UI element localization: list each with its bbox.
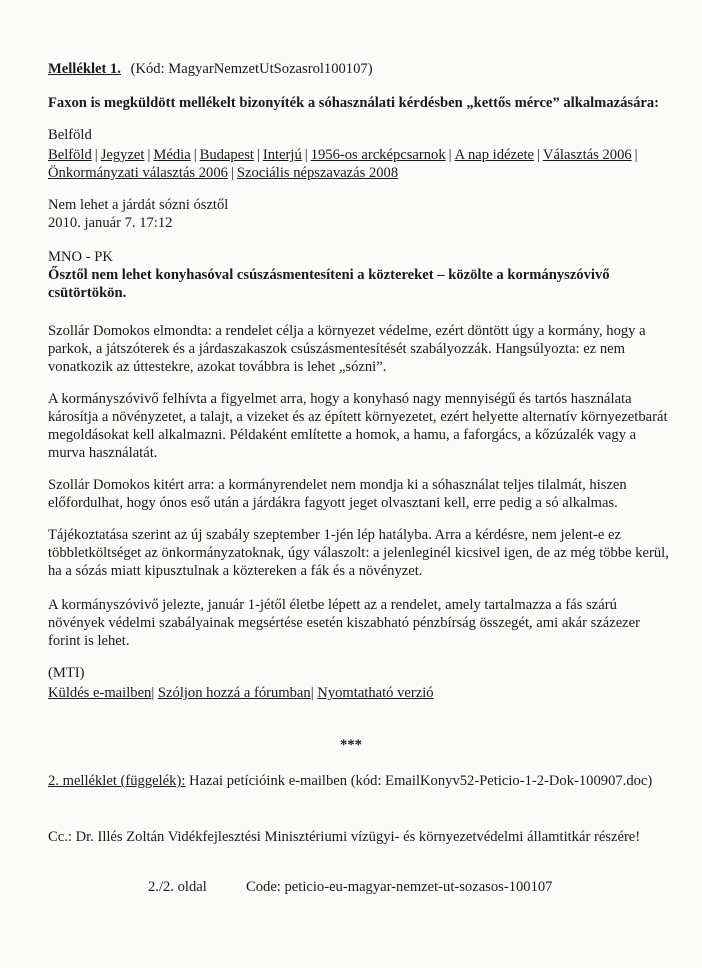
nav-link-arckepcsarnok[interactable]: 1956-os arcképcsarnok <box>310 147 446 163</box>
annex-code: (Kód: MagyarNemzetUtSozasrol100107) <box>130 61 373 77</box>
annex-title: Melléklet 1. <box>48 61 121 77</box>
cc-line: Cc.: Dr. Illés Zoltán Vidékfejlesztési Minisztériumi vízügyi- és környezetvédelmi államtitkár részére! <box>48 829 641 845</box>
nav-link-onkormanyzati-valasztas[interactable]: Önkormányzati választás 2006 <box>48 165 228 181</box>
annex-subtitle: Faxon is megküldött mellékelt bizonyíték a sóhasználati kérdésben „kettős mérce” alkalmazására: <box>48 95 660 111</box>
article-headline: Nem lehet a járdát sózni ósztől <box>48 197 229 213</box>
nav-link-budapest[interactable]: Budapest <box>199 147 254 163</box>
nav-link-szocialis-nepszavazas[interactable]: Szociális népszavazás 2008 <box>236 165 399 181</box>
category-nav: Belföld | Jegyzet | Média | Budapest | Interjú | 1956-os arcképcsarnok | A nap idézete | Választás 2006 | Önkormányzati választás 2006 | Szociális népszavazás 2008 <box>48 147 638 181</box>
annex-header <box>48 60 672 78</box>
print-version-link[interactable]: Nyomtatható verzió <box>317 685 434 701</box>
article-lead: Ősztől nem lehet konyhasóval csúszásmentesíteni a köztereket – közölte a kormányszóvivő csütörtökön. <box>48 267 610 301</box>
article-paragraph: A kormányszóvivő jelezte, január 1-jétől életbe lépett az a rendelet, amely tartalmazza a fás szárú növények védelmi szabályainak megsértése esetén kiszabható pénzbírság összegét, ami akár százezer forint is lehet. <box>48 597 640 649</box>
nav-link-interju[interactable]: Interjú <box>262 147 302 163</box>
nav-link-belfold[interactable]: Belföld <box>48 147 92 163</box>
page-number: 2./2. oldal <box>148 879 207 895</box>
appendix-line <box>48 772 672 790</box>
article-credit: (MTI) <box>48 665 85 681</box>
separator-stars: *** <box>340 737 362 753</box>
article-actions: Küldés e-mailben| Szóljon hozzá a fórumban| Nyomtatható verzió <box>48 685 434 701</box>
section-label: Belföld <box>48 127 92 143</box>
nav-link-valasztas-2006[interactable]: Választás 2006 <box>542 147 632 163</box>
appendix-label: 2. melléklet (függelék): <box>48 773 186 789</box>
article-source: MNO - PK <box>48 249 113 265</box>
nav-link-nap-idezete[interactable]: A nap idézete <box>454 147 534 163</box>
send-email-link[interactable]: Küldés e-mailben <box>48 685 152 701</box>
article-paragraph: Tájékoztatása szerint az új szabály szeptember 1-jén lép hatályba. Arra a kérdésre, nem jelent-e ez többletköltséget az önkormányzatoknak, úgy válaszolt: a jelenleginél kicsivel igen, de az még többe kerül, ha a sózás miatt kipusztulnak a köztereken a fák és a növényzet. <box>48 527 669 579</box>
document-code: Code: peticio-eu-magyar-nemzet-ut-sozasos-100107 <box>246 879 553 895</box>
article-paragraph: A kormányszóvivő felhívta a figyelmet arra, hogy a konyhasó nagy mennyiségű és tartós használata károsítja a növényzetet, a talajt, a vizeket és az épített környezetet, ezért helyette alternatív környezetbarát megoldásokat kell alkalmazni. Példaként említette a homok, a hamu, a faforgács, a kőzúzalék vagy a murva használatát. <box>48 391 668 461</box>
appendix-text: Hazai petícióink e-mailben (kód: EmailKonyv52-Peticio-1-2-Dok-100907.doc) <box>185 773 653 789</box>
nav-link-jegyzet[interactable]: Jegyzet <box>100 147 145 163</box>
article-paragraph: Szollár Domokos elmondta: a rendelet célja a környezet védelme, ezért döntött úgy a kormány, hogy a parkok, a játszóterek és a járdaszakaszok csúszásmentesítését szabályozzák. Hangsúlyozta: ez nem vonatkozik az úttestekre, azokat továbbra is lehet „sózni”. <box>48 323 646 375</box>
article-paragraph: Szollár Domokos kitért arra: a kormányrendelet nem mondja ki a sóhasználat teljes tilalmát, hiszen előfordulhat, hogy ónos eső után a járdákra fagyott jeget olvasztani kell, erre pedig a só alkalmas. <box>48 477 627 511</box>
article-datetime: 2010. január 7. 17:12 <box>48 215 173 231</box>
nav-link-media[interactable]: Média <box>153 147 191 163</box>
forum-comment-link[interactable]: Szóljon hozzá a fórumban <box>157 685 311 701</box>
